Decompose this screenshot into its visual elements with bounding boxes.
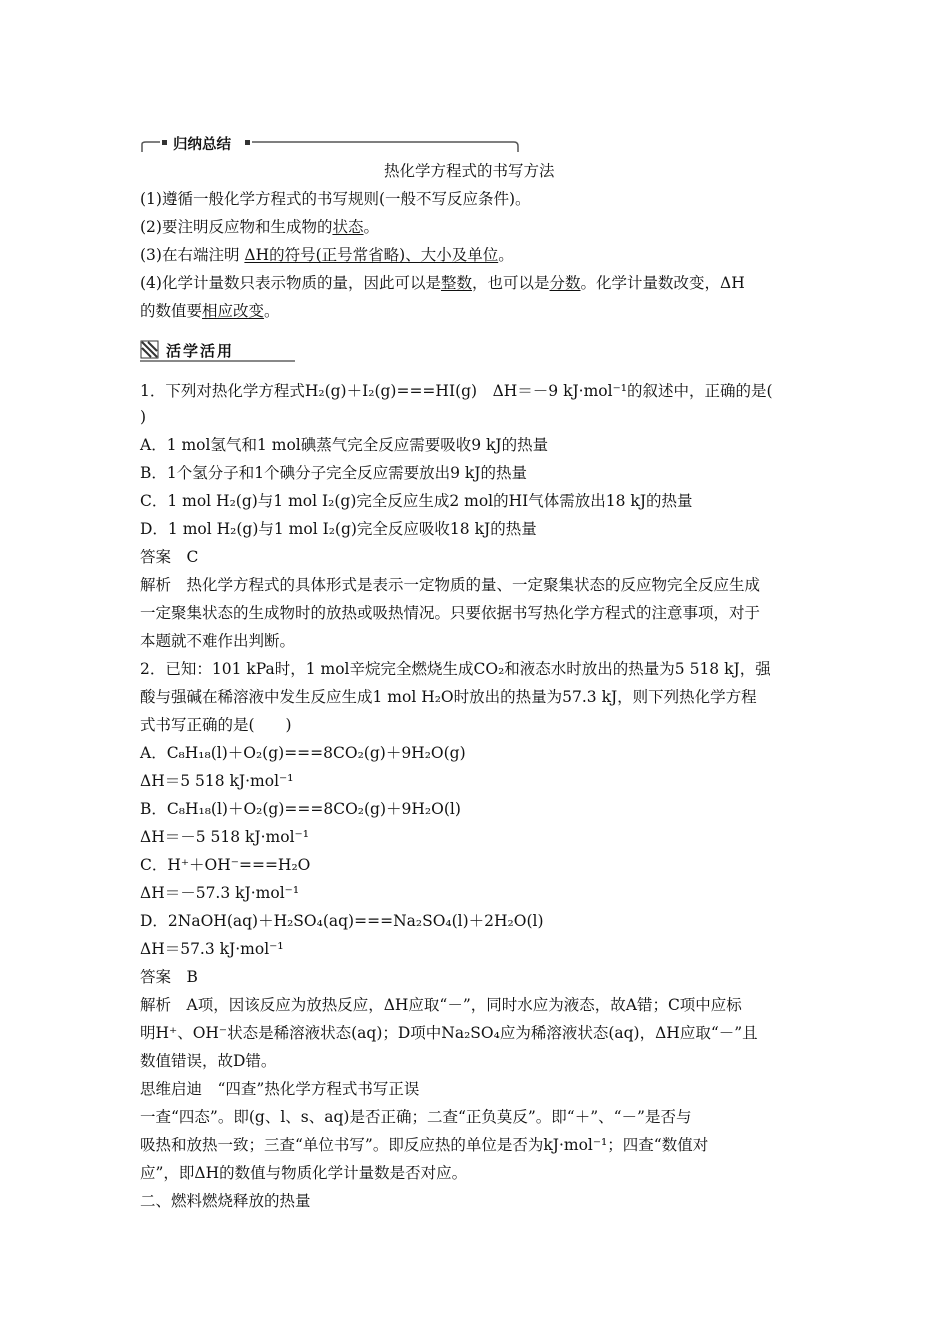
q2-option-d-dh: ΔH＝57.3 kJ·mol⁻¹ xyxy=(140,940,284,958)
tip-title: 思维启迪 “四查”热化学方程式书写正误 xyxy=(140,1080,420,1098)
tip-line-3: 应”，即ΔH的数值与物质化学计量数是否对应。 xyxy=(140,1164,468,1182)
q2-option-c-dh: ΔH＝－57.3 kJ·mol⁻¹ xyxy=(140,884,300,902)
tip-line-2: 吸热和放热一致；三查“单位书写”。即反应热的单位是否为kJ·mol⁻¹；四查“数值对 xyxy=(140,1136,709,1154)
q1-stem-end: ) xyxy=(140,408,147,426)
q2-option-d: D．2NaOH(aq)＋H₂SO₄(aq)===Na₂SO₄(l)＋2H₂O(l) xyxy=(140,912,544,930)
summary-item-3: (3)在右端注明 ΔH的符号(正号常省略)、大小及单位。 xyxy=(140,246,514,264)
section-2-heading: 二、燃料燃烧释放的热量 xyxy=(140,1192,311,1210)
summary-item-4: (4)化学计量数只表示物质的量，因此可以是整数，也可以是分数。化学计量数改变，ΔH xyxy=(140,274,745,292)
summary-item-4-cont: 的数值要相应改变。 xyxy=(140,302,280,320)
q2-analysis-1: 解析 A项，因该反应为放热反应，ΔH应取“－”，同时水应为液态，故A错；C项中应标 xyxy=(140,996,742,1014)
q1-stem: 1．下列对热化学方程式H₂(g)＋I₂(g)===HI(g) ΔH＝－9 kJ·mol⁻¹的叙述中，正确的是( xyxy=(140,382,773,400)
q2-option-a-dh: ΔH＝5 518 kJ·mol⁻¹ xyxy=(140,772,294,790)
q2-option-b: B．C₈H₁₈(l)＋O₂(g)===8CO₂(g)＋9H₂O(l) xyxy=(140,800,461,818)
summary-item-1: (1)遵循一般化学方程式的书写规则(一般不写反应条件)。 xyxy=(140,190,531,208)
practice-header xyxy=(140,339,295,363)
q2-stem-2: 酸与强碱在稀溶液中发生反应生成1 mol H₂O时放出的热量为57.3 kJ，则下列热化学方程 xyxy=(140,688,757,706)
q2-option-c: C．H⁺＋OH⁻===H₂O xyxy=(140,856,311,874)
summary-item-2: (2)要注明反应物和生成物的状态。 xyxy=(140,218,379,236)
q1-analysis-2: 一定聚集状态的生成物时的放热或吸热情况。只要依据书写热化学方程式的注意事项，对于 xyxy=(140,604,761,622)
q1-analysis-1: 解析 热化学方程式的具体形式是表示一定物质的量、一定聚集状态的反应物完全反应生成 xyxy=(140,576,761,594)
q1-option-d: D．1 mol H₂(g)与1 mol I₂(g)完全反应吸收18 kJ的热量 xyxy=(140,520,537,538)
practice-label: 活学活用 xyxy=(166,342,235,360)
q2-analysis-3: 数值错误，故D错。 xyxy=(140,1052,277,1070)
summary-title: 热化学方程式的书写方法 xyxy=(384,162,555,180)
q1-answer: 答案 C xyxy=(140,548,199,566)
q1-analysis-3: 本题就不难作出判断。 xyxy=(140,632,296,650)
q2-stem-3: 式书写正确的是( ) xyxy=(140,716,292,734)
q2-answer: 答案 B xyxy=(140,968,198,986)
q2-option-b-dh: ΔH＝－5 518 kJ·mol⁻¹ xyxy=(140,828,309,846)
tip-line-1: 一查“四态”。即(g、l、s、aq)是否正确；二查“正负莫反”。即“＋”、“－”是否与 xyxy=(140,1108,692,1126)
q1-option-b: B．1个氢分子和1个碘分子完全反应需要放出9 kJ的热量 xyxy=(140,464,528,482)
q1-option-c: C．1 mol H₂(g)与1 mol I₂(g)完全反应生成2 mol的HI气体需放出18 kJ的热量 xyxy=(140,492,693,510)
q2-analysis-2: 明H⁺、OH⁻状态是稀溶液状态(aq)；D项中Na₂SO₄应为稀溶液状态(aq)，ΔH应取“－”且 xyxy=(140,1024,758,1042)
summary-box-frame xyxy=(140,134,520,154)
q1-option-a: A．1 mol氢气和1 mol碘蒸气完全反应需要吸收9 kJ的热量 xyxy=(140,436,549,454)
q2-option-a: A．C₈H₁₈(l)＋O₂(g)===8CO₂(g)＋9H₂O(g) xyxy=(140,744,466,762)
summary-label: 归纳总结 xyxy=(173,137,231,153)
q2-stem-1: 2．已知：101 kPa时，1 mol辛烷完全燃烧生成CO₂和液态水时放出的热量为5 518 kJ，强 xyxy=(140,660,771,678)
